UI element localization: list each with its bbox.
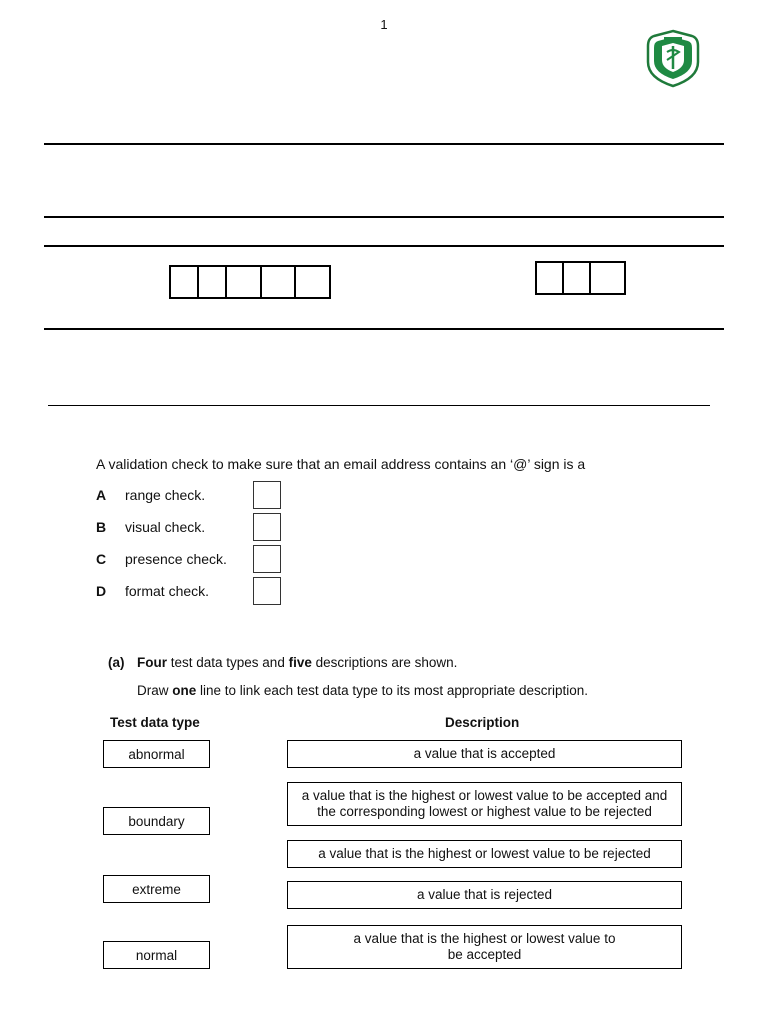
type-box-normal[interactable]: normal <box>103 941 210 969</box>
centre-number-boxes <box>535 261 626 295</box>
digit-box[interactable] <box>294 265 331 299</box>
answer-checkbox[interactable] <box>253 513 281 541</box>
intro-bold-count: Four <box>137 655 167 670</box>
description-box[interactable]: a value that is accepted <box>287 740 682 768</box>
option-letter: C <box>96 551 107 567</box>
question-2a-instruction <box>137 683 588 698</box>
option-letter: B <box>96 519 107 535</box>
option-text: range check. <box>125 487 206 503</box>
digit-box[interactable] <box>562 261 591 295</box>
intro-bold-count: five <box>288 655 312 670</box>
option-d <box>96 577 281 605</box>
description-box[interactable]: a value that is rejected <box>287 881 682 909</box>
option-text: format check. <box>125 583 210 599</box>
candidate-number-boxes <box>169 265 331 299</box>
answer-checkbox[interactable] <box>253 577 281 605</box>
instruction-text: line to link each test data type to its most appropriate description. <box>196 683 588 698</box>
header-rule <box>44 143 724 145</box>
type-box-abnormal[interactable]: abnormal <box>103 740 210 768</box>
instruction-bold: one <box>172 683 197 698</box>
digit-box[interactable] <box>535 261 564 295</box>
description-box[interactable]: a value that is the highest or lowest value to be rejected <box>287 840 682 868</box>
page-number: 1 <box>380 17 388 32</box>
digit-box[interactable] <box>260 265 296 299</box>
header-rule <box>44 328 724 330</box>
column-heading-description: Description <box>445 715 520 730</box>
question-1-text: A validation check to make sure that an email address contains an ‘@’ sign is a <box>96 456 586 472</box>
description-box[interactable]: a value that is the highest or lowest value to be accepted <box>287 925 682 969</box>
option-letter: D <box>96 583 107 599</box>
option-text: visual check. <box>125 519 206 535</box>
option-letter: A <box>96 487 107 503</box>
option-b <box>96 513 281 541</box>
answer-checkbox[interactable] <box>253 545 281 573</box>
option-c <box>96 545 281 573</box>
option-text: presence check. <box>125 551 227 567</box>
intro-text: descriptions are shown. <box>311 655 458 670</box>
digit-box[interactable] <box>225 265 262 299</box>
description-box[interactable]: a value that is the highest or lowest value to be accepted and the corresponding lowest or highest value to be rejected <box>287 782 682 826</box>
column-heading-type: Test data type <box>110 715 200 730</box>
type-box-extreme[interactable]: extreme <box>103 875 210 903</box>
separator-line <box>48 405 710 406</box>
header-rule <box>44 216 724 218</box>
answer-checkbox[interactable] <box>253 481 281 509</box>
question-2a-intro <box>108 655 457 670</box>
header-rule <box>44 245 724 247</box>
option-a <box>96 481 281 509</box>
school-crest-logo <box>646 28 700 88</box>
intro-text: test data types and <box>167 655 289 670</box>
digit-box[interactable] <box>589 261 626 295</box>
instruction-text: Draw <box>137 683 173 698</box>
digit-box[interactable] <box>197 265 227 299</box>
digit-box[interactable] <box>169 265 199 299</box>
type-box-boundary[interactable]: boundary <box>103 807 210 835</box>
part-label: (a) <box>108 655 125 670</box>
